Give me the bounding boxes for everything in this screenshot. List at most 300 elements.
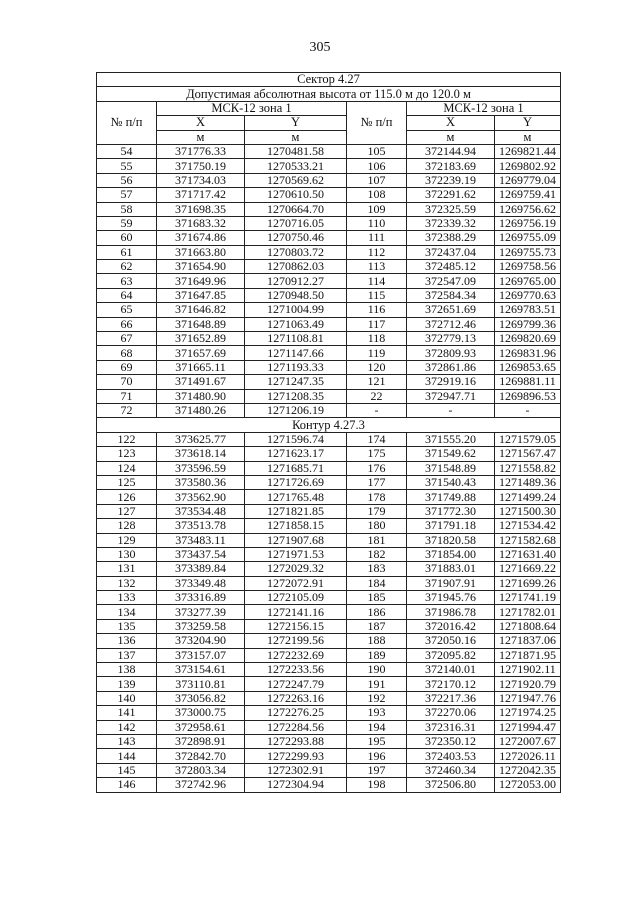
table-row (97, 432, 561, 446)
y-right: 1269821.44 (495, 144, 561, 158)
y-left: 1270862.03 (245, 260, 347, 274)
x-right: 371945.76 (407, 591, 495, 605)
point-num-left: 133 (97, 591, 157, 605)
table-row (97, 648, 561, 662)
x-left: 371665.11 (157, 360, 245, 374)
point-num-right: 175 (347, 447, 407, 461)
table-row (97, 144, 561, 158)
y-right: 1271741.19 (495, 591, 561, 605)
table-row (97, 619, 561, 633)
y-right: 1269853.65 (495, 360, 561, 374)
point-num-right: 192 (347, 691, 407, 705)
point-num-left: 124 (97, 461, 157, 475)
point-num-right: 189 (347, 648, 407, 662)
y-right: 1271500.30 (495, 504, 561, 518)
x-right: 372291.62 (407, 188, 495, 202)
x-left: 373618.14 (157, 447, 245, 461)
point-num-right: 197 (347, 763, 407, 777)
point-num-left: 59 (97, 216, 157, 230)
point-num-left: 129 (97, 533, 157, 547)
x-left: 371480.90 (157, 389, 245, 403)
point-num-left: 122 (97, 432, 157, 446)
y-right: 1269820.69 (495, 332, 561, 346)
x-right: 371555.20 (407, 432, 495, 446)
x-left: 373596.59 (157, 461, 245, 475)
y-right: 1269758.56 (495, 260, 561, 274)
x-left: 371654.90 (157, 260, 245, 274)
point-num-left: 146 (97, 778, 157, 792)
point-num-right: 22 (347, 389, 407, 403)
table-row (97, 245, 561, 259)
x-left: 373259.58 (157, 619, 245, 633)
x-left: 373110.81 (157, 677, 245, 691)
point-num-right: 193 (347, 706, 407, 720)
y-left: 1272233.56 (245, 663, 347, 677)
table-row (97, 634, 561, 648)
y-left: 1271907.68 (245, 533, 347, 547)
point-num-right: 112 (347, 245, 407, 259)
point-num-left: 68 (97, 346, 157, 360)
x-right: 372779.13 (407, 332, 495, 346)
table-row (97, 389, 561, 403)
x-left: 373513.78 (157, 519, 245, 533)
y-left: 1272029.32 (245, 562, 347, 576)
y-right: 1271871.95 (495, 648, 561, 662)
y-left: 1271821.85 (245, 504, 347, 518)
point-num-left: 70 (97, 375, 157, 389)
y-right: 1271994.47 (495, 720, 561, 734)
x-right: 372183.69 (407, 159, 495, 173)
table-row (97, 519, 561, 533)
point-num-left: 54 (97, 144, 157, 158)
table-row (97, 231, 561, 245)
y-left: 1271858.15 (245, 519, 347, 533)
point-num-left: 135 (97, 619, 157, 633)
x-right: 372140.01 (407, 663, 495, 677)
table-row (97, 490, 561, 504)
point-num-right: 177 (347, 475, 407, 489)
y-left: 1270803.72 (245, 245, 347, 259)
point-num-right: 110 (347, 216, 407, 230)
x-left: 373562.90 (157, 490, 245, 504)
point-num-left: 66 (97, 317, 157, 331)
point-num-right: 119 (347, 346, 407, 360)
x-left: 373349.48 (157, 576, 245, 590)
y-left: 1272299.93 (245, 749, 347, 763)
y-right: 1269759.41 (495, 188, 561, 202)
table-row (97, 159, 561, 173)
point-num-left: 57 (97, 188, 157, 202)
point-num-left: 139 (97, 677, 157, 691)
unit-y-left: м (245, 130, 347, 144)
x-right: 371772.30 (407, 504, 495, 518)
y-left: 1271765.48 (245, 490, 347, 504)
x-left: 371674.86 (157, 231, 245, 245)
point-num-right: 106 (347, 159, 407, 173)
point-num-right: 114 (347, 274, 407, 288)
y-left: 1270533.21 (245, 159, 347, 173)
point-num-right: 180 (347, 519, 407, 533)
table-row (97, 778, 561, 792)
y-right: 1271669.22 (495, 562, 561, 576)
x-left: 373534.48 (157, 504, 245, 518)
point-num-left: 131 (97, 562, 157, 576)
table-row (97, 360, 561, 374)
y-left: 1272247.79 (245, 677, 347, 691)
table-row (97, 188, 561, 202)
y-right: 1272053.00 (495, 778, 561, 792)
y-right: 1269779.04 (495, 173, 561, 187)
y-left: 1271596.74 (245, 432, 347, 446)
y-left: 1271147.66 (245, 346, 347, 360)
y-left: 1270481.58 (245, 144, 347, 158)
point-num-right: 196 (347, 749, 407, 763)
table-row (97, 677, 561, 691)
sector-rows (97, 144, 561, 417)
x-left: 371480.26 (157, 403, 245, 417)
y-left: 1270948.50 (245, 288, 347, 302)
table-row (97, 447, 561, 461)
table-row (97, 663, 561, 677)
y-left: 1272105.09 (245, 591, 347, 605)
x-left: 373056.82 (157, 691, 245, 705)
x-left: 371698.35 (157, 202, 245, 216)
y-left: 1271206.19 (245, 403, 347, 417)
y-left: 1270912.27 (245, 274, 347, 288)
x-right: 372712.46 (407, 317, 495, 331)
y-left: 1270716.05 (245, 216, 347, 230)
x-right: 372919.16 (407, 375, 495, 389)
x-left: 373157.07 (157, 648, 245, 662)
x-left: 371663.80 (157, 245, 245, 259)
x-right: 372270.06 (407, 706, 495, 720)
table-row (97, 706, 561, 720)
x-left: 371734.03 (157, 173, 245, 187)
x-left: 371657.69 (157, 346, 245, 360)
y-left: 1271208.35 (245, 389, 347, 403)
table-row (97, 317, 561, 331)
unit-y-right: м (495, 130, 561, 144)
point-num-right: 120 (347, 360, 407, 374)
y-left: 1271063.49 (245, 317, 347, 331)
point-num-right: 198 (347, 778, 407, 792)
x-right: 371986.78 (407, 605, 495, 619)
x-left: 371717.42 (157, 188, 245, 202)
point-num-right: 109 (347, 202, 407, 216)
y-left: 1272304.94 (245, 778, 347, 792)
y-right: 1271579.05 (495, 432, 561, 446)
y-right: 1271489.36 (495, 475, 561, 489)
x-left: 371648.89 (157, 317, 245, 331)
point-num-left: 72 (97, 403, 157, 417)
table-row (97, 403, 561, 417)
point-num-left: 67 (97, 332, 157, 346)
table-row (97, 533, 561, 547)
x-right: 372316.31 (407, 720, 495, 734)
y-right: 1271631.40 (495, 547, 561, 561)
y-right: 1271974.25 (495, 706, 561, 720)
table-row (97, 173, 561, 187)
y-right: 1269755.73 (495, 245, 561, 259)
point-num-right: 187 (347, 619, 407, 633)
table-row (97, 288, 561, 302)
sector-title: Сектор 4.27 (97, 73, 561, 87)
x-right: 372403.53 (407, 749, 495, 763)
table-row (97, 691, 561, 705)
y-left: 1271685.71 (245, 461, 347, 475)
y-right: 1271499.24 (495, 490, 561, 504)
x-left: 373580.36 (157, 475, 245, 489)
point-num-left: 140 (97, 691, 157, 705)
y-left: 1272302.91 (245, 763, 347, 777)
point-num-left: 141 (97, 706, 157, 720)
point-num-right: 118 (347, 332, 407, 346)
table-row (97, 547, 561, 561)
point-num-left: 144 (97, 749, 157, 763)
coordinates-table (96, 72, 561, 793)
y-right: 1269756.62 (495, 202, 561, 216)
x-left: 372898.91 (157, 734, 245, 748)
y-left: 1271193.33 (245, 360, 347, 374)
point-num-left: 55 (97, 159, 157, 173)
x-right: 372339.32 (407, 216, 495, 230)
table-row (97, 605, 561, 619)
point-num-left: 60 (97, 231, 157, 245)
point-num-right: 111 (347, 231, 407, 245)
y-left: 1272156.15 (245, 619, 347, 633)
y-left: 1270610.50 (245, 188, 347, 202)
point-num-right: 116 (347, 303, 407, 317)
x-right: 372350.12 (407, 734, 495, 748)
point-num-right: 184 (347, 576, 407, 590)
point-num-left: 69 (97, 360, 157, 374)
x-right: 372325.59 (407, 202, 495, 216)
table-row (97, 303, 561, 317)
point-num-right: 117 (347, 317, 407, 331)
x-right: 371791.18 (407, 519, 495, 533)
point-num-right: 105 (347, 144, 407, 158)
y-left: 1271108.81 (245, 332, 347, 346)
table-row (97, 202, 561, 216)
point-num-left: 64 (97, 288, 157, 302)
point-num-left: 134 (97, 605, 157, 619)
y-right: 1269755.09 (495, 231, 561, 245)
y-right: 1271582.68 (495, 533, 561, 547)
point-num-right: 190 (347, 663, 407, 677)
point-num-left: 142 (97, 720, 157, 734)
y-left: 1271726.69 (245, 475, 347, 489)
point-num-left: 61 (97, 245, 157, 259)
point-num-right: 185 (347, 591, 407, 605)
x-right: 372861.86 (407, 360, 495, 374)
point-num-right: 183 (347, 562, 407, 576)
y-right: - (495, 403, 561, 417)
y-right: 1272042.35 (495, 763, 561, 777)
x-left: 373277.39 (157, 605, 245, 619)
x-right: 371907.91 (407, 576, 495, 590)
table-row (97, 763, 561, 777)
table-row (97, 591, 561, 605)
point-num-right: 186 (347, 605, 407, 619)
x-right: 371549.62 (407, 447, 495, 461)
y-right: 1269881.11 (495, 375, 561, 389)
x-left: 371652.89 (157, 332, 245, 346)
x-header-right: X (407, 116, 495, 130)
y-right: 1269770.63 (495, 288, 561, 302)
y-right: 1271567.47 (495, 447, 561, 461)
y-left: 1272141.16 (245, 605, 347, 619)
y-right: 1271947.76 (495, 691, 561, 705)
y-right: 1271902.11 (495, 663, 561, 677)
num-header-left: № п/п (97, 101, 157, 144)
point-num-right: 174 (347, 432, 407, 446)
x-right: 372170.12 (407, 677, 495, 691)
x-right: 371820.58 (407, 533, 495, 547)
table-row (97, 260, 561, 274)
point-num-right: 179 (347, 504, 407, 518)
x-header-left: X (157, 116, 245, 130)
x-left: 373437.54 (157, 547, 245, 561)
point-num-right: 181 (347, 533, 407, 547)
point-num-right: 195 (347, 734, 407, 748)
x-right: 372460.34 (407, 763, 495, 777)
table-row (97, 216, 561, 230)
table-row (97, 332, 561, 346)
x-right: 372050.16 (407, 634, 495, 648)
y-right: 1269783.51 (495, 303, 561, 317)
point-num-right: 191 (347, 677, 407, 691)
y-left: 1270664.70 (245, 202, 347, 216)
unit-x-left: м (157, 130, 245, 144)
y-right: 1272007.67 (495, 734, 561, 748)
x-right: 372584.34 (407, 288, 495, 302)
table-row (97, 562, 561, 576)
x-left: 373154.61 (157, 663, 245, 677)
table-row (97, 475, 561, 489)
y-right: 1271920.79 (495, 677, 561, 691)
table-row (97, 346, 561, 360)
point-num-left: 143 (97, 734, 157, 748)
x-right: 372217.36 (407, 691, 495, 705)
point-num-right: 176 (347, 461, 407, 475)
page-number: 305 (309, 40, 331, 55)
table-row (97, 274, 561, 288)
y-left: 1272293.88 (245, 734, 347, 748)
point-num-left: 127 (97, 504, 157, 518)
y-right: 1271558.82 (495, 461, 561, 475)
x-left: 373204.90 (157, 634, 245, 648)
point-num-left: 58 (97, 202, 157, 216)
x-left: 373000.75 (157, 706, 245, 720)
y-right: 1269765.00 (495, 274, 561, 288)
point-num-right: 182 (347, 547, 407, 561)
x-right: 372095.82 (407, 648, 495, 662)
point-num-left: 138 (97, 663, 157, 677)
y-left: 1272284.56 (245, 720, 347, 734)
x-right: 372144.94 (407, 144, 495, 158)
y-left: 1271004.99 (245, 303, 347, 317)
point-num-left: 56 (97, 173, 157, 187)
y-right: 1269831.96 (495, 346, 561, 360)
point-num-left: 136 (97, 634, 157, 648)
point-num-right: 107 (347, 173, 407, 187)
x-left: 372842.70 (157, 749, 245, 763)
point-num-right: 178 (347, 490, 407, 504)
table-row (97, 720, 561, 734)
x-right: 371548.89 (407, 461, 495, 475)
x-left: 372958.61 (157, 720, 245, 734)
point-num-left: 130 (97, 547, 157, 561)
x-right: 372437.04 (407, 245, 495, 259)
y-left: 1270750.46 (245, 231, 347, 245)
x-left: 371683.32 (157, 216, 245, 230)
y-left: 1272232.69 (245, 648, 347, 662)
x-right: 371854.00 (407, 547, 495, 561)
y-right: 1269896.53 (495, 389, 561, 403)
point-num-right: 194 (347, 720, 407, 734)
point-num-left: 132 (97, 576, 157, 590)
table-row (97, 576, 561, 590)
x-left: 373316.89 (157, 591, 245, 605)
y-right: 1269799.36 (495, 317, 561, 331)
x-left: 373483.11 (157, 533, 245, 547)
x-left: 372742.96 (157, 778, 245, 792)
zone-header-right: МСК-12 зона 1 (407, 101, 561, 115)
table-row (97, 461, 561, 475)
point-num-left: 145 (97, 763, 157, 777)
x-left: 372803.34 (157, 763, 245, 777)
x-right: 372506.80 (407, 778, 495, 792)
x-right: 372651.69 (407, 303, 495, 317)
contour-rows (97, 432, 561, 792)
x-left: 371647.85 (157, 288, 245, 302)
point-num-right: 113 (347, 260, 407, 274)
zone-header-left: МСК-12 зона 1 (157, 101, 347, 115)
y-left: 1271247.35 (245, 375, 347, 389)
y-right: 1272026.11 (495, 749, 561, 763)
num-header-right: № п/п (347, 101, 407, 144)
x-right: 372809.93 (407, 346, 495, 360)
x-left: 373389.84 (157, 562, 245, 576)
x-right: 372388.29 (407, 231, 495, 245)
y-right: 1269756.19 (495, 216, 561, 230)
table-row (97, 734, 561, 748)
x-right: - (407, 403, 495, 417)
y-right: 1271699.26 (495, 576, 561, 590)
x-right: 372947.71 (407, 389, 495, 403)
point-num-left: 123 (97, 447, 157, 461)
height-range: Допустимая абсолютная высота от 115.0 м до 120.0 м (97, 87, 561, 101)
x-left: 371649.96 (157, 274, 245, 288)
y-left: 1272263.16 (245, 691, 347, 705)
point-num-right: 121 (347, 375, 407, 389)
y-left: 1270569.62 (245, 173, 347, 187)
x-left: 371646.82 (157, 303, 245, 317)
x-right: 372239.19 (407, 173, 495, 187)
table-row (97, 375, 561, 389)
y-right: 1271782.01 (495, 605, 561, 619)
y-header-right: Y (495, 116, 561, 130)
x-right: 371883.01 (407, 562, 495, 576)
y-header-left: Y (245, 116, 347, 130)
contour-title: Контур 4.27.3 (97, 418, 561, 432)
point-num-left: 63 (97, 274, 157, 288)
unit-x-right: м (407, 130, 495, 144)
x-right: 372016.42 (407, 619, 495, 633)
y-left: 1272276.25 (245, 706, 347, 720)
point-num-left: 125 (97, 475, 157, 489)
point-num-left: 126 (97, 490, 157, 504)
